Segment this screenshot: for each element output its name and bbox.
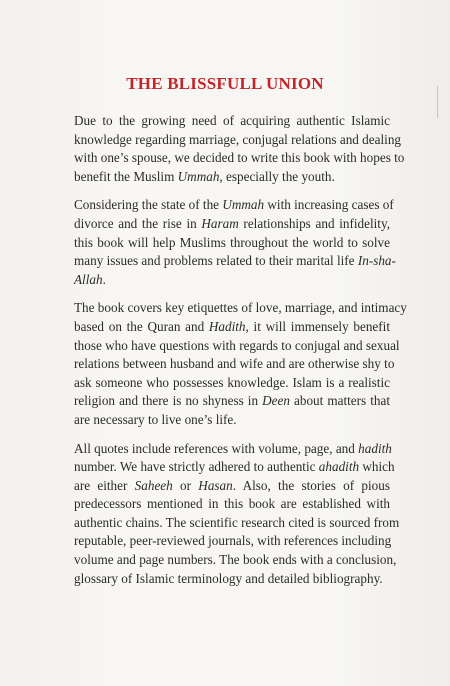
text-run: this book will help Muslims throughout the world to solve: [74, 234, 390, 250]
text-line: [74, 168, 390, 187]
text-run: Due to the growing need of acquiring authentic Islamic: [74, 113, 390, 128]
paragraph-1: [74, 112, 405, 186]
text-run: relationships and infidelity,: [238, 215, 390, 231]
text-line: [74, 570, 390, 589]
italic-term: In-sha-: [357, 253, 396, 269]
text-run: knowledge regarding marriage, conjugal relations and dealing: [74, 131, 402, 147]
text-run: Considering the state of the: [74, 197, 223, 213]
text-run: reputable, peer-reviewed journals, with references including: [74, 533, 392, 549]
text-line: [74, 477, 390, 496]
text-line: [74, 131, 402, 150]
text-run: with increasing cases of: [264, 197, 394, 213]
text-line: [74, 374, 390, 393]
italic-term: Deen: [262, 393, 290, 409]
text-line: [74, 318, 390, 337]
text-run: . Also, the stories of pious: [232, 477, 390, 493]
text-run: number. We have strictly adhered to authentic: [74, 459, 319, 475]
text-run: glossary of Islamic terminology and detailed bibliography.: [74, 570, 383, 586]
text-line: [74, 532, 390, 551]
text-line: [74, 440, 390, 459]
text-line: [74, 299, 407, 318]
text-line: [74, 271, 390, 290]
text-line: [74, 392, 390, 411]
text-line: [74, 112, 390, 131]
text-run: benefit the Muslim: [74, 168, 178, 184]
italic-term: ahadith: [318, 459, 360, 475]
text-run: about matters that: [289, 393, 391, 409]
italic-term: Saheeh: [134, 477, 173, 493]
text-run: All quotes include references with volume, page, and: [74, 440, 359, 456]
text-run: divorce and the rise in: [74, 215, 202, 231]
text-run: .: [102, 271, 106, 287]
text-line: [74, 495, 390, 514]
italic-term: Hasan: [198, 477, 233, 493]
italic-term: hadith: [358, 440, 392, 456]
text-run: are either: [74, 477, 135, 493]
text-run: or: [172, 477, 199, 493]
text-line: [74, 514, 400, 533]
italic-term: Hadith,: [208, 318, 249, 334]
text-run: relations between husband and wife and are otherwise shy to: [74, 356, 395, 372]
italic-term: Ummah: [222, 197, 265, 213]
text-run: many issues and problems related to their marital life: [74, 253, 358, 269]
text-run: The book covers key etiquettes of love, marriage, and intimacy: [74, 300, 407, 316]
paragraph-2: [74, 196, 396, 289]
page-title: THE BLISSFULL UNION: [126, 74, 324, 93]
text-run: volume and page numbers. The book ends with a conclusion,: [74, 552, 397, 568]
text-run: especially the youth.: [222, 168, 335, 184]
text-run: predecessors mentioned in this book are established with: [74, 496, 390, 512]
text-line: [74, 215, 390, 234]
text-run: based on the Quran and: [74, 318, 209, 334]
text-line: [74, 149, 405, 168]
italic-term: Haram: [201, 215, 239, 231]
italic-term: Allah: [74, 271, 103, 287]
text-line: [74, 337, 400, 356]
text-run: which: [359, 459, 395, 475]
italic-term: Ummah,: [177, 168, 223, 184]
paragraph-4: [74, 440, 400, 589]
body-text: [74, 112, 407, 598]
text-run: ask someone who possesses knowledge. Islam is a realistic: [74, 374, 390, 390]
text-line: [74, 355, 395, 374]
text-line: [74, 196, 394, 215]
text-line: [74, 234, 390, 253]
text-line: [74, 411, 390, 430]
text-run: those who have questions with regards to conjugal and sexual: [74, 337, 400, 353]
text-line: [74, 252, 396, 271]
text-run: religion and there is no shyness in: [74, 393, 263, 409]
text-run: authentic chains. The scientific research cited is sourced from: [74, 514, 400, 530]
text-line: [74, 551, 397, 570]
text-run: it will immensely benefit: [248, 318, 391, 334]
text-run: with one’s spouse, we decided to write this book with hopes to: [74, 150, 405, 166]
text-run: are necessary to live one’s life.: [74, 411, 237, 427]
text-line: [74, 458, 395, 477]
paragraph-3: [74, 299, 407, 429]
